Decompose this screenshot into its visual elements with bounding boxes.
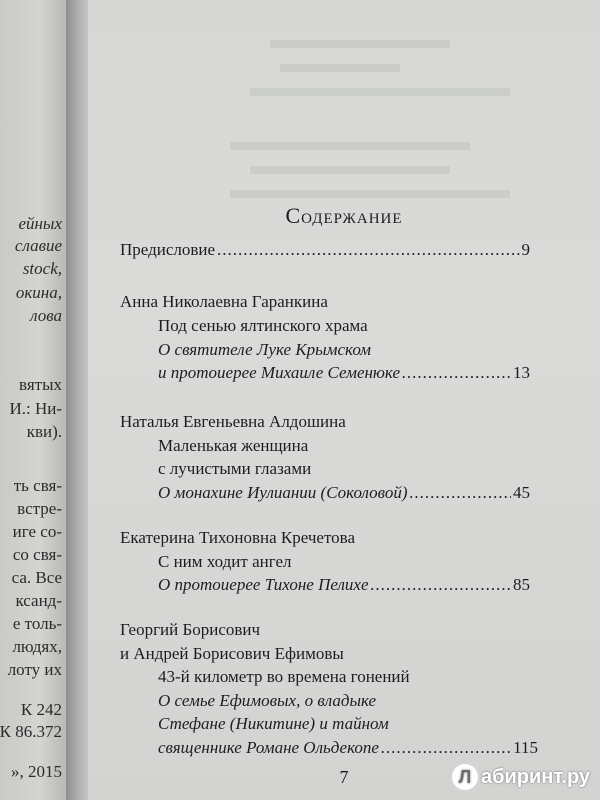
toc-entry-preface: [120, 240, 530, 260]
toc-author: Наталья Евгеньевна Алдошина: [120, 412, 346, 431]
toc-chapter-subtitle: и протоиерее Михаиле Семенюке: [158, 363, 400, 382]
facing-page-text: ейных: [18, 214, 62, 233]
facing-page-text: К 86.372: [0, 722, 62, 741]
leader-dots: [402, 363, 511, 383]
toc-chapter-subtitle: О святителе Луке Крымском: [158, 340, 372, 359]
toc-page-number: 9: [521, 240, 530, 259]
facing-page-text: иге со-: [12, 522, 62, 541]
toc-chapter-subtitle: О семье Ефимовых, о владыке: [158, 691, 377, 710]
book-gutter: [66, 0, 88, 800]
toc-chapter-subtitle: О монахине Иулиании (Соколовой): [158, 483, 408, 502]
facing-page-text: И.: Ни-: [9, 399, 62, 418]
toc-chapter-title: Под сенью ялтинского храма: [158, 316, 368, 335]
facing-page: [0, 0, 66, 800]
toc-chapter-title: Маленькая женщина: [158, 436, 309, 455]
toc-entry-line: [158, 575, 530, 595]
toc-entry-line: [158, 363, 530, 383]
toc-chapter-subtitle: священнике Романе Ольдекопе: [158, 738, 379, 757]
toc-chapter-title: 43-й километр во времена гонений: [158, 667, 410, 686]
page-number: 7: [339, 767, 349, 787]
toc-author: Анна Николаевна Гаранкина: [120, 292, 328, 311]
facing-page-text: окина,: [15, 283, 62, 302]
facing-page-text: ть свя-: [13, 476, 62, 495]
facing-page-text: са. Все: [11, 568, 62, 587]
leader-dots: [371, 575, 512, 595]
leader-dots: [409, 483, 511, 503]
facing-page-text: кви).: [26, 422, 62, 441]
leader-dots: [217, 240, 519, 260]
facing-page-text: ксанд-: [15, 591, 62, 610]
toc-author: Георгий Борисович: [120, 620, 261, 639]
facing-page-text: людях,: [12, 637, 62, 656]
toc-page-number: 45: [513, 483, 530, 502]
facing-page-text: встре-: [17, 499, 62, 518]
facing-page-text: со свя-: [12, 545, 62, 564]
page-title: Содержание: [285, 203, 403, 228]
contents-page: [88, 0, 600, 800]
labirint-logo-icon: Л: [452, 764, 478, 790]
toc-entry-label: Предисловие: [120, 240, 216, 259]
toc-entry-line: [158, 483, 530, 503]
toc-chapter-title: С ним ходит ангел: [158, 552, 292, 571]
watermark-text: абиринт.ру: [481, 765, 591, 788]
facing-page-text: », 2015: [11, 762, 62, 781]
facing-page-text: е толь-: [12, 614, 62, 633]
facing-page-text: лова: [30, 306, 62, 325]
facing-page-text: лоту их: [7, 660, 62, 679]
toc-page-number: 85: [513, 575, 530, 594]
toc-author: Екатерина Тихоновна Кречетова: [120, 528, 355, 547]
facing-page-text: stock,: [22, 259, 62, 278]
facing-page-text: К 242: [20, 700, 62, 719]
toc-author: и Андрей Борисович Ефимовы: [120, 644, 344, 663]
toc-entry-line: [158, 738, 538, 758]
toc-chapter-title: с лучистыми глазами: [158, 459, 312, 478]
toc-chapter-subtitle: О протоиерее Тихоне Пелихе: [158, 575, 369, 594]
facing-page-text: славие: [14, 236, 62, 255]
facing-page-text: вятых: [19, 375, 62, 394]
leader-dots: [381, 738, 511, 758]
show-through-text: [88, 0, 600, 220]
toc-page-number: 115: [513, 738, 538, 757]
toc-chapter-subtitle: Стефане (Никитине) и тайном: [158, 714, 389, 733]
labirint-watermark: [452, 764, 590, 790]
toc-page-number: 13: [513, 363, 530, 382]
